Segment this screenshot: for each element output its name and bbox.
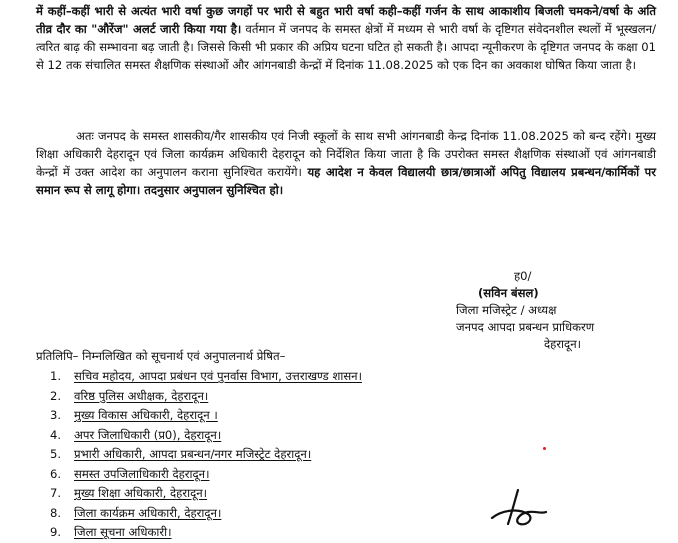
compliance-text: यह आदेश न केवल विद्यालयी छात्र/छात्राओं अपितु विद्यालय प्रबन्धन/कार्मिकों पर समान रूप से लागू होगा। तदनुसार अनुपालन सुनिश्चित हो।: [36, 165, 657, 197]
copy-to-item-text: अपर जिलाधिकारी (प्र0), देहरादून।: [74, 427, 222, 442]
copy-to-item-number: 5.: [50, 447, 62, 461]
paragraph-1-text: वर्तमान में जनपद के समस्त क्षेत्रों में मध्यम से भारी वर्षा के दृष्टिगत संवेदनशील स्थलों में भूस्खलन/त्वरित बाढ़ की सम्भावना बढ़ जाती है। जिससे किसी भी प्रकार की अप्रिय घटना घटित हो सकती है। आपदा न्यूनीकरण के दृष्टिगत जनपद के कक्षा 01 से 12 तक संचालित समस्त शैक्षणिक संस्थाओं और आंगनबाडी केन्द्रों में दिनांक 11.08.2025 को एक दिन का अवकाश घोषित किया जाता है।: [36, 22, 656, 72]
copy-to-item-number: 9.: [50, 525, 62, 539]
copy-to-item-text: सचिव महोदय, आपदा प्रबंधन एवं पुनर्वास विभाग, उत्तराखण्ड शासन।: [74, 369, 362, 383]
copy-to-item: [50, 523, 362, 543]
signatory-place: देहरादून।: [544, 337, 582, 351]
copy-to-item-number: 8.: [50, 505, 62, 520]
copy-to-item: [50, 367, 362, 387]
copy-to-list: [50, 367, 362, 543]
copy-to-item-number: 6.: [50, 466, 62, 481]
copy-to-item: [50, 504, 362, 524]
signatory-block: [456, 268, 595, 353]
copy-to-item-text: समस्त उपजिलाधिकारी देहरादून।: [74, 466, 210, 481]
copy-to-item-number: 1.: [50, 369, 62, 383]
copy-to-heading: प्रतिलिपि– निम्नलिखित को सूचनार्थ एवं अनुपालनार्थ प्रेषित–: [36, 349, 286, 363]
signatory-authority: जनपद आपदा प्रबन्धन प्राधिकरण: [456, 320, 595, 334]
copy-to-item-text: वरिष्ठ पुलिस अधीक्षक, देहरादून।: [74, 388, 209, 403]
copy-to-item: [50, 465, 362, 485]
copy-to-item-number: 2.: [50, 388, 62, 403]
signatory-designation: जिला मजिस्ट्रेट / अध्यक्ष: [456, 303, 557, 317]
copy-to-item: [50, 387, 362, 407]
copy-to-item: [50, 426, 362, 446]
paragraph-2-text: अतः जनपद के समस्त शासकीय/गैर शासकीय एवं निजी स्कूलों के साथ सभी आंगनबाडी केन्द्र दिनांक 11.08.2025 को बन्द रहेंगे। मुख्य शिक्षा अधिकारी देहरादून एवं जिला कार्यक्रम अधिकारी देहरादून को निर्देशित किया जाता है कि उपरोक्त समस्त शैक्षणिक संस्थाओं एवं आंगनबाडी केन्द्रों में उक्त आदेश का अनुपालन कराना सुनिश्चित करायेंगे।: [36, 129, 656, 179]
handwritten-signature: [488, 488, 548, 530]
copy-to-item-number: 3.: [50, 408, 62, 422]
copy-to-item-text: जिला कार्यक्रम अधिकारी, देहरादून।: [74, 505, 222, 520]
signatory-name: (सविन बंसल): [478, 286, 539, 300]
copy-to-item: [50, 484, 362, 504]
alert-text: में कहीं–कहीं भारी से अत्यंत भारी वर्षा कुछ जगहों पर भारी से बहुत भारी वर्षा कही–कहीं गर्जन के साथ आकाशीय बिजली चमकने/वर्षा के अति तीव्र दौर का "औरेंज" अलर्ट जारी किया गया है।: [36, 4, 656, 36]
copy-to-item-text: जिला सूचना अधिकारी।: [74, 525, 172, 539]
order-paragraph-2: [36, 127, 656, 199]
copy-to-item-number: 7.: [50, 486, 62, 500]
copy-to-item-number: 4.: [50, 427, 62, 442]
copy-to-item-text: मुख्य विकास अधिकारी, देहरादून ।: [74, 408, 218, 422]
signature-initial: ह0/: [514, 269, 532, 283]
copy-to-item: [50, 445, 362, 465]
copy-to-item-text: प्रभारी अधिकारी, आपदा प्रबन्धन/नगर मजिस्ट्रेट देहरादून।: [74, 447, 312, 461]
copy-to-item-text: मुख्य शिक्षा अधिकारी, देहरादून।: [74, 486, 208, 500]
order-paragraph-1: [36, 2, 656, 74]
copy-to-item: [50, 406, 362, 426]
red-mark: [543, 447, 546, 450]
